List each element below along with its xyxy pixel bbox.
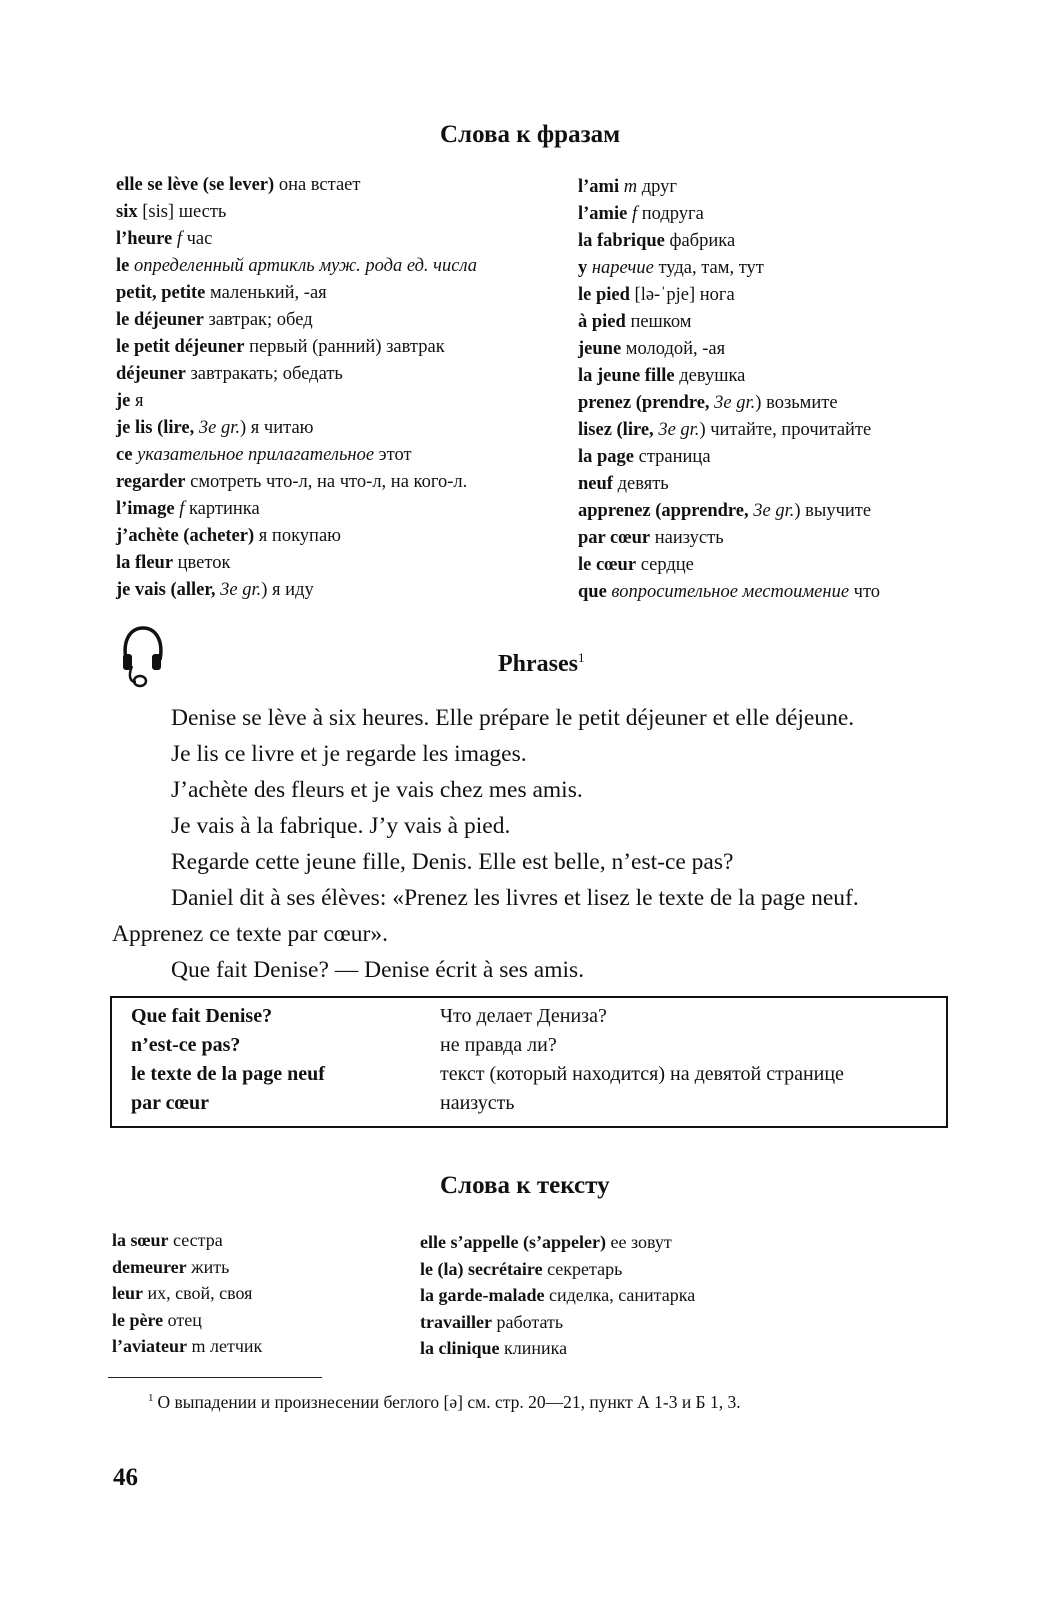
phrase-line: Apprenez ce texte par cœur». bbox=[112, 921, 388, 947]
vocab-entry bbox=[116, 226, 477, 253]
vocab-grammar-note: f bbox=[174, 499, 185, 519]
vocab-entry bbox=[420, 1256, 695, 1283]
vocab-french: l’ami bbox=[578, 177, 620, 197]
vocab-entry bbox=[116, 280, 477, 307]
footnote: $^1$ О выпадении и произнесении беглого [ə] см. стр. 20—21, пункт А 1-3 и Б 1, 3. bbox=[148, 1392, 741, 1412]
vocab-french: elle se lève (se lever) bbox=[116, 175, 275, 195]
expression-translation: Что делает Дениза? bbox=[440, 1005, 607, 1027]
expression-translation: текст (который находится) на девятой странице bbox=[440, 1063, 844, 1085]
vocab-translation: ) возьмите bbox=[755, 393, 838, 413]
expression-row bbox=[131, 1002, 607, 1031]
vocab-list-left bbox=[116, 172, 477, 604]
vocab-translation: страница bbox=[634, 447, 711, 467]
vocab-translation: цветок bbox=[173, 553, 231, 573]
vocab-entry bbox=[112, 1333, 262, 1360]
vocab-entry bbox=[112, 1254, 262, 1281]
vocab-french: l’heure bbox=[116, 229, 173, 249]
vocab-french: le (la) secrétaire bbox=[420, 1258, 543, 1279]
vocab-entry bbox=[578, 255, 880, 282]
vocab-list-right bbox=[578, 174, 880, 606]
vocab-translation: ) выучите bbox=[794, 501, 872, 521]
vocab-entry bbox=[578, 525, 880, 552]
heading-words-text: Слова к тексту bbox=[440, 1172, 610, 1199]
vocab-grammar-note: вопросительное местоимение bbox=[606, 582, 850, 602]
vocab-entry bbox=[578, 228, 880, 255]
vocab-entry bbox=[578, 417, 880, 444]
vocab-french: l’aviateur bbox=[112, 1336, 187, 1356]
phrases-text bbox=[112, 700, 982, 988]
vocab-translation: жить bbox=[186, 1256, 230, 1277]
vocab-french: l’amie bbox=[578, 204, 628, 224]
vocab-french: l’image bbox=[116, 499, 175, 519]
vocab-entry bbox=[420, 1309, 695, 1336]
vocab-entry bbox=[578, 579, 880, 606]
vocab-french: déjeuner bbox=[116, 364, 186, 384]
vocab-translation: ) читайте, прочитайте bbox=[699, 420, 872, 440]
vocab-grammar-note: 3e gr. bbox=[714, 393, 756, 413]
expression-french: le texte de la page neuf bbox=[131, 1063, 325, 1085]
expression-french: par cœur bbox=[131, 1092, 209, 1114]
expression-french: n’est-ce pas? bbox=[131, 1034, 241, 1056]
vocab-translation: этот bbox=[374, 445, 412, 465]
vocab-grammar-note: 3e gr. bbox=[753, 501, 795, 521]
vocab-french: la sœur bbox=[112, 1230, 169, 1250]
vocab-entry bbox=[578, 309, 880, 336]
expression-french: Que fait Denise? bbox=[131, 1005, 273, 1027]
vocab-entry bbox=[116, 469, 477, 496]
phrase-line: Denise se lève à six heures. Elle prépare le petit déjeuner et elle déjeune. bbox=[171, 705, 855, 731]
expressions-box bbox=[110, 996, 948, 1128]
vocab-french: la garde-malade bbox=[420, 1285, 545, 1305]
vocab-french: demeurer bbox=[112, 1256, 187, 1277]
expression-translation: не правда ли? bbox=[440, 1034, 557, 1056]
vocab-translation: ) я читаю bbox=[240, 418, 314, 438]
vocab-entry bbox=[116, 334, 477, 361]
vocab-french: la clinique bbox=[420, 1338, 500, 1358]
vocab-french: le déjeuner bbox=[116, 310, 204, 330]
vocab-translation: завтракать; обедать bbox=[185, 364, 343, 384]
vocab-grammar-note: m bbox=[619, 177, 638, 197]
phrase-line: Je lis ce livre et je regarde les images. bbox=[171, 741, 527, 767]
vocab-translation: молодой, -ая bbox=[621, 339, 726, 359]
phrase-line: Regarde cette jeune fille, Denis. Elle est belle, n’est-ce pas? bbox=[171, 849, 734, 875]
vocab-french: le cœur bbox=[578, 555, 637, 575]
vocab-translation: ее зовут bbox=[605, 1232, 672, 1252]
phrase-line: J’achète des fleurs et je vais chez mes amis. bbox=[171, 777, 583, 803]
vocab-translation: я bbox=[130, 391, 144, 411]
vocab-translation: смотреть что-л, на что-л, на кого-л. bbox=[185, 472, 468, 492]
vocab-translation: m летчик bbox=[186, 1336, 263, 1356]
vocab-grammar-note: f bbox=[627, 204, 638, 224]
vocab-translation: сестра bbox=[168, 1230, 223, 1250]
headphones-icon bbox=[118, 624, 168, 690]
vocab-translation: что bbox=[849, 582, 881, 602]
vocab-entry bbox=[578, 336, 880, 363]
vocab-french: la fleur bbox=[116, 553, 174, 573]
vocab-entry bbox=[112, 1227, 262, 1254]
vocab-grammar-note: 3e gr. bbox=[658, 420, 700, 440]
vocab-translation: пешком bbox=[625, 312, 692, 332]
vocab-translation: [sis] шесть bbox=[137, 202, 227, 222]
vocab-translation: работать bbox=[491, 1311, 564, 1332]
vocab-french: la fabrique bbox=[578, 231, 665, 251]
vocab-translation: она встает bbox=[274, 175, 361, 195]
vocab-entry bbox=[116, 577, 477, 604]
vocab-french: la page bbox=[578, 447, 635, 467]
vocab-grammar-note: f bbox=[172, 229, 182, 249]
vocab-entry bbox=[420, 1282, 695, 1309]
vocab-entry bbox=[116, 523, 477, 550]
vocab-entry bbox=[116, 199, 477, 226]
vocab-french: elle s’appelle (s’appeler) bbox=[420, 1232, 606, 1252]
phrases-title: Phrases$^1$ bbox=[498, 650, 585, 677]
vocab-translation: наизусть bbox=[650, 528, 724, 548]
vocab-entry bbox=[420, 1335, 695, 1362]
vocab-entry bbox=[578, 363, 880, 390]
vocab-french: le père bbox=[112, 1309, 164, 1330]
vocab-translation: маленький, -ая bbox=[205, 283, 327, 303]
vocab-translation: их, свой, своя bbox=[143, 1283, 253, 1303]
vocab-entry bbox=[116, 415, 477, 442]
vocab-entry bbox=[578, 174, 880, 201]
expression-row bbox=[131, 1031, 557, 1060]
vocab-translation: ) я иду bbox=[261, 580, 314, 600]
vocab-translation: подруга bbox=[637, 204, 704, 224]
vocab-entry bbox=[578, 471, 880, 498]
phrase-line: Que fait Denise? — Denise écrit à ses amis. bbox=[171, 957, 585, 983]
vocab-entry bbox=[578, 498, 880, 525]
vocab-translation: друг bbox=[637, 177, 677, 197]
vocab-entry bbox=[578, 201, 880, 228]
vocab-french: la jeune fille bbox=[578, 366, 675, 386]
vocab-french: petit, petite bbox=[116, 283, 206, 303]
vocab-translation: туда, там, тут bbox=[653, 258, 764, 278]
vocab-french: y bbox=[578, 258, 588, 278]
vocab-entry bbox=[116, 388, 477, 415]
expression-row bbox=[131, 1060, 844, 1089]
vocab-translation: фабрика bbox=[664, 231, 736, 251]
vocab-grammar-note: указательное прилагательное bbox=[132, 445, 375, 465]
vocab-french: j’achète (acheter) bbox=[116, 526, 255, 546]
vocab-translation: я покупаю bbox=[254, 526, 341, 546]
vocab-french: le bbox=[116, 256, 130, 276]
vocab-translation: девять bbox=[612, 474, 669, 494]
vocab-translation: девушка bbox=[674, 366, 746, 386]
vocab-french: par cœur bbox=[578, 528, 651, 548]
vocab-french: jeune bbox=[578, 339, 622, 359]
vocab-french: le petit déjeuner bbox=[116, 337, 245, 357]
vocab-entry bbox=[116, 496, 477, 523]
phrase-line: Je vais à la fabrique. J’y vais à pied. bbox=[171, 813, 511, 839]
vocab-french: regarder bbox=[116, 472, 186, 492]
vocab-french: je vais (aller, bbox=[116, 580, 221, 600]
vocab-grammar-note: 3e gr. bbox=[220, 580, 262, 600]
vocab-entry bbox=[116, 253, 477, 280]
vocab-grammar-note: 3e gr. bbox=[198, 418, 241, 438]
vocab-french: à pied bbox=[578, 312, 626, 332]
vocab-entry bbox=[116, 550, 477, 577]
heading-words-phrases: Слова к фразам bbox=[440, 121, 621, 148]
footnote-divider bbox=[108, 1377, 322, 1378]
vocab-translation: сиделка, санитарка bbox=[544, 1285, 696, 1305]
vocab-entry bbox=[116, 172, 477, 199]
vocab-french: je bbox=[116, 391, 131, 411]
vocab-french: lisez (lire, bbox=[578, 420, 659, 440]
phrase-line: Daniel dit à ses élèves: «Prenez les livres et lisez le texte de la page neuf. bbox=[171, 885, 859, 911]
page-number: 46 bbox=[113, 1464, 138, 1491]
vocab-french: prenez (prendre, bbox=[578, 393, 715, 413]
expression-translation: наизусть bbox=[440, 1092, 515, 1114]
vocab-translation: картинка bbox=[184, 499, 260, 519]
text-vocab-list-left bbox=[112, 1227, 262, 1360]
vocab-translation: секретарь bbox=[542, 1258, 623, 1279]
vocab-french: le pied bbox=[578, 285, 630, 305]
expression-row bbox=[131, 1089, 515, 1118]
vocab-entry bbox=[578, 282, 880, 309]
vocab-entry bbox=[112, 1280, 262, 1307]
vocab-entry bbox=[116, 307, 477, 334]
vocab-translation: [lə-ˈpje] нога bbox=[629, 285, 735, 305]
vocab-translation: завтрак; обед bbox=[203, 310, 313, 330]
vocab-translation: сердце bbox=[636, 555, 694, 575]
vocab-translation: отец bbox=[163, 1309, 202, 1330]
vocab-french: leur bbox=[112, 1283, 143, 1303]
vocab-translation: первый (ранний) завтрак bbox=[244, 337, 445, 357]
text-vocab-list-right bbox=[420, 1229, 695, 1362]
vocab-entry bbox=[578, 552, 880, 579]
vocab-entry bbox=[112, 1307, 262, 1334]
vocab-grammar-note: определенный артикль муж. рода ед. числа bbox=[129, 256, 478, 276]
vocab-entry bbox=[420, 1229, 695, 1256]
vocab-entry bbox=[116, 442, 477, 469]
vocab-entry bbox=[578, 444, 880, 471]
vocab-french: je lis (lire, bbox=[116, 418, 199, 438]
vocab-french: ce bbox=[116, 445, 133, 465]
vocab-translation: клиника bbox=[499, 1338, 568, 1358]
vocab-french: six bbox=[116, 202, 138, 222]
vocab-grammar-note: наречие bbox=[587, 258, 654, 278]
vocab-french: apprenez (apprendre, bbox=[578, 501, 754, 521]
vocab-entry bbox=[116, 361, 477, 388]
vocab-entry bbox=[578, 390, 880, 417]
vocab-french: travailler bbox=[420, 1311, 492, 1332]
vocab-french: neuf bbox=[578, 474, 613, 494]
vocab-french: que bbox=[578, 582, 607, 602]
vocab-translation: час bbox=[181, 229, 213, 249]
